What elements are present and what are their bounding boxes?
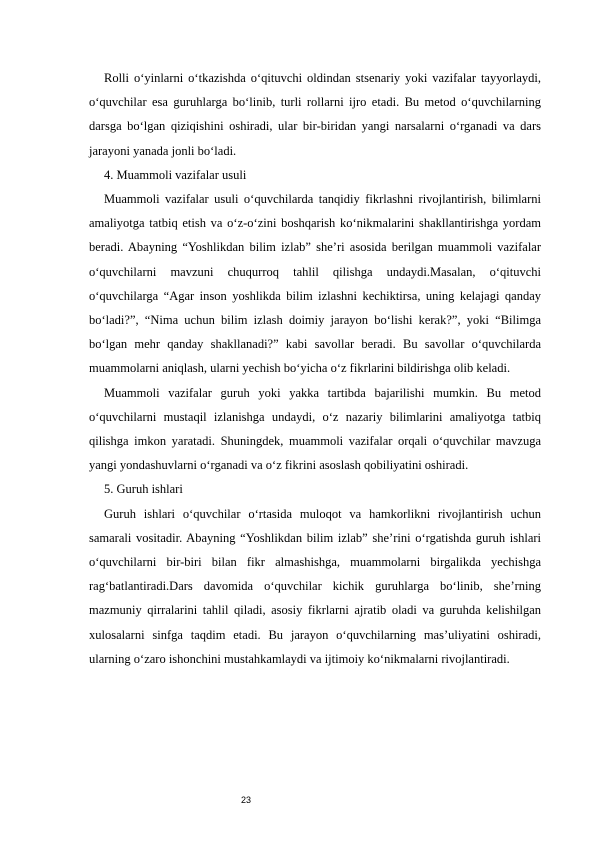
paragraph-role-play: Rolli o‘yinlarni o‘tkazishda o‘qituvchi oldindan stsenariy yoki vazifalar tayyorlaydi, o‘quvchilar esa guruhlarga bo‘linib, turli rollarni ijro etadi. Bu metod o‘quvchilarning darsga bo‘lgan qiziqishini oshiradi, ular bir-biridan yangi narsalarni o‘rganadi va dars jarayoni yanada jonli bo‘ladi. — [89, 71, 541, 158]
page-body — [89, 66, 541, 671]
page-number: 23 — [240, 795, 251, 805]
section-heading-problem-tasks: 4. Muammoli vazifalar usuli — [104, 167, 247, 182]
paragraph-group-work: Guruh ishlari o‘quvchilar o‘rtasida muloqot va hamkorlikni rivojlantirish uchun samarali vositadir. Abayning “Yoshlikdan bilim izlab” she’rini o‘rgatishda guruh ishlari o‘quvchilarni bir-biri bilan fikr almashishga, muammolarni birgalikda yechishga rag‘batlantiradi.Dars davomida o‘quvchilar kichik guruhlarga bo‘linib, she’rning mazmuniy qirralarini tahlil qiladi, asosiy fikrlarni ajratib oladi va guruhda kelishilgan xulosalarni sinfga taqdim etadi. Bu jarayon o‘quvchilarning mas’uliyatini oshiradi, ularning o‘zaro ishonchini mustahkamlaydi va ijtimoiy ko‘nikmalarni rivojlantiradi. — [89, 506, 541, 666]
paragraph-problem-tasks-format: Muammoli vazifalar guruh yoki yakka tartibda bajarilishi mumkin. Bu metod o‘quvchilarni mustaqil izlanishga undaydi, o‘z nazariy bilimlarini amaliyotga tatbiq qilishga imkon yaratadi. Shuningdek, muammoli vazifalar orqali o‘quvchilar mavzuga yangi yondashuvlarni o‘rganadi va o‘z fikrini asoslash qobiliyatini oshiradi. — [89, 385, 541, 473]
paragraph-problem-tasks-intro: Muammoli vazifalar usuli o‘quvchilarda tanqidiy fikrlashni rivojlantirish, bilimlarni amaliyotga tatbiq etish va o‘z-o‘zini boshqarish ko‘nikmalarini shakllantirishga yordam beradi. Abayning “Yoshlikdan bilim izlab” she’ri asosida berilgan muammoli vazifalar o‘quvchilarni mavzuni chuqurroq tahlil qilishga undaydi.Masalan, o‘qituvchi o‘quvchilarga “Agar inson yoshlikda bilim izlashni kechiktirsa, uning kelajagi qanday bo‘ladi?”, “Nima uchun bilim izlash doimiy jarayon bo‘lishi kerak?”, yoki “Bilimga bo‘lgan mehr qanday shakllanadi?” kabi savollar beradi. Bu savollar o‘quvchilarda muammolarni aniqlash, ularni yechish bo‘yicha o‘z fikrlarini bildirishga olib keladi. — [89, 192, 541, 376]
section-heading-group-work: 5. Guruh ishlari — [104, 482, 183, 497]
